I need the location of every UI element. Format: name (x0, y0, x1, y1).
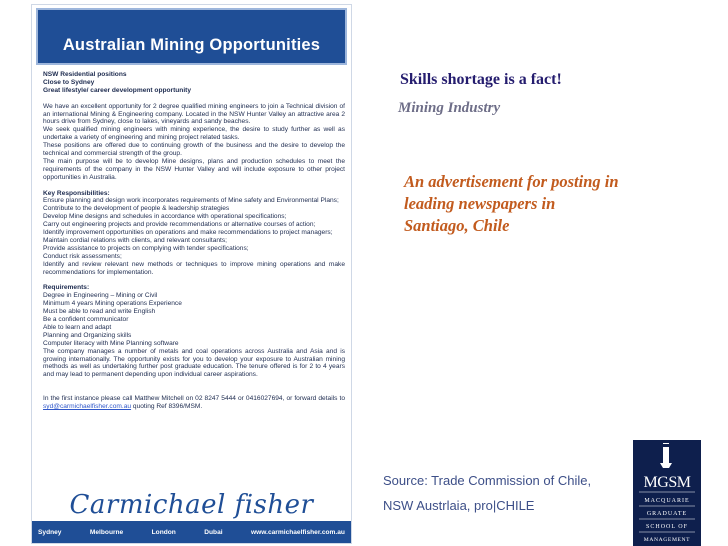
source-note (383, 468, 623, 518)
footer-website-link[interactable]: www.carmichaelfisher.com.au (251, 528, 345, 536)
requirement-item: Must be able to read and write English (43, 308, 156, 316)
requirement-item: Be a confident communicator (43, 316, 129, 324)
responsibilities-heading: Key Responsibilities: (43, 189, 110, 197)
ad-intro-paragraph: We seek qualified mining engineers with mining experience, the desire to study further as well as undertake a variety of engineering and mining project related tasks. (43, 126, 345, 142)
ad-headline-lifestyle: Great lifestyle/ career development opportunity (43, 86, 192, 94)
logo-wordmark: Carmichael fisher (69, 490, 314, 520)
responsibility-item: Provide assistance to projects on complying with tender specifications; (43, 244, 249, 252)
company-paragraph: The company manages a number of metals and coal operations across Australia and Asia and is growing internationally. The opportunity exists for you to develop your exposure to Australian mining methods as well as undertaking further post graduate education. The tenure offered is for 2 to 4 years and may lead to permanent depending upon individual career aspirations. (43, 347, 345, 379)
requirement-item: Planning and Organizing skills (43, 331, 132, 339)
ad-footer (32, 521, 351, 543)
source-line: NSW Austrlaia, pro|CHILE (383, 498, 535, 513)
footer-city: London (151, 528, 176, 536)
ad-intro-paragraph: We have an excellent opportunity for 2 degree qualified mining engineers to join a Technical division of an international Mining & Engineering company. Located in the NSW Hunter Valley an attractive area 2 hours drive from Sydney, close to lakes, vineyards and sandy beaches. (43, 102, 345, 126)
contact-paragraph (43, 395, 345, 411)
responsibility-item: Carry out engineering projects and provide recommendations or alternative courses of action; (43, 221, 316, 229)
requirements-heading: Requirements: (43, 284, 90, 292)
responsibility-item: Develop Mine designs and schedules in accordance with operational specifications; (43, 213, 287, 221)
slide-subheading: Mining Industry (398, 100, 501, 116)
ad-header (36, 8, 347, 65)
ad-title: Australian Mining Opportunities (62, 36, 321, 54)
ad-headline-location: Close to Sydney (43, 78, 95, 86)
job-advertisement (31, 4, 352, 544)
requirement-item: Minimum 4 years Mining operations Experience (43, 300, 182, 308)
source-line: Source: Trade Commission of Chile, (383, 473, 592, 488)
mgsm-logo (633, 440, 701, 546)
responsibility-item: Contribute to the development of people & leadership strategies (43, 205, 230, 213)
svg-text:MANAGEMENT: MANAGEMENT (643, 537, 691, 543)
carmichael-fisher-logo (32, 484, 351, 522)
contact-reference: quoting Ref 8396/MSM. (132, 402, 203, 410)
responsibility-item: Conduct risk assessments; (43, 252, 122, 260)
slide-caption: An advertisement for posting in leading newspapers in Santiago, Chile (404, 172, 619, 235)
footer-city: Melbourne (89, 528, 124, 536)
svg-text:MGSM: MGSM (643, 474, 691, 491)
responsibility-item: Identify improvement opportunities on operations and make recommendations to project managers; (43, 229, 333, 237)
contact-text: In the first instance please call Matthew Mitchell on 02 8247 5444 or 0416027694, or forward details to (43, 395, 345, 403)
svg-text:SCHOOL OF: SCHOOL OF (646, 524, 688, 530)
slide-heading: Skills shortage is a fact! (400, 71, 562, 88)
svg-text:GRADUATE: GRADUATE (646, 511, 688, 517)
ad-body (43, 71, 345, 411)
footer-city: Dubai (204, 528, 223, 536)
ad-headline-positions: NSW Residential positions (43, 71, 127, 78)
footer-city: Sydney (38, 528, 62, 536)
contact-email-link[interactable]: syd@carmichaelfisher.com.au (43, 402, 132, 410)
responsibility-item: Ensure planning and design work incorporates requirements of Mine safety and Environmental Plans; (43, 197, 339, 205)
requirement-item: Able to learn and adapt (43, 323, 112, 331)
responsibility-item: Maintain cordial relations with clients, and relevant consultants; (43, 237, 227, 244)
ad-intro-paragraph: The main purpose will be to develop Mine designs, plans and production schedules to meet the requirements of the company in the NSW Hunter Valley and will include exposure to other project opportunities in Australia. (43, 157, 345, 181)
responsibility-item: Identify and review relevant new methods or techniques to improve mining operations and make recommendations for implementation. (43, 260, 345, 276)
svg-text:MACQUARIE: MACQUARIE (644, 498, 690, 504)
ad-intro-paragraph: These positions are offered due to continuing growth of the business and the desire to develop the technical and commercial strength of the group. (43, 142, 345, 158)
requirement-item: Degree in Engineering – Mining or Civil (43, 292, 158, 300)
requirement-item: Computer literacy with Mine Planning software (43, 339, 179, 347)
